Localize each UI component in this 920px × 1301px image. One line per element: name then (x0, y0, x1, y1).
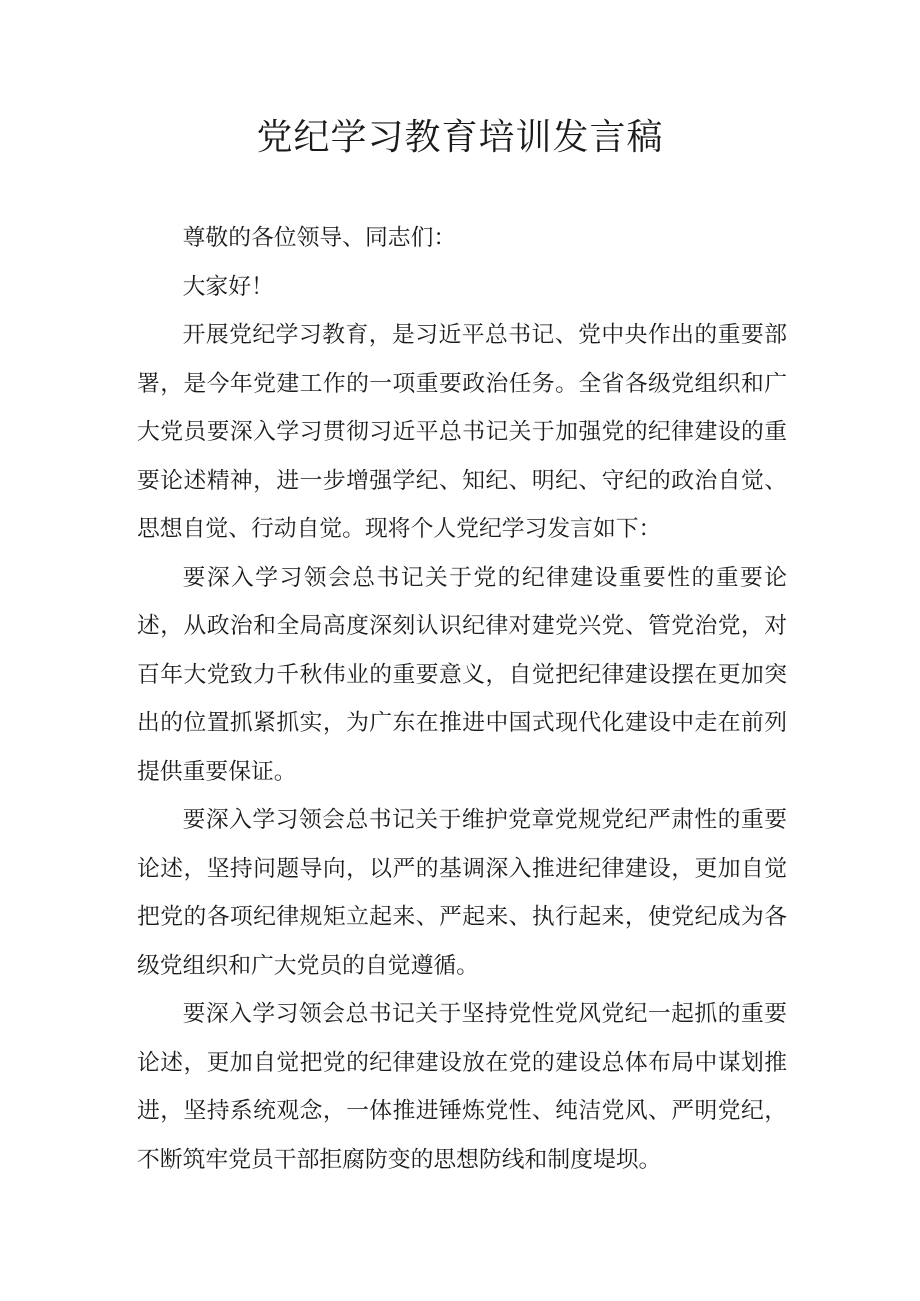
document-title: 党纪学习教育培训发言稿 (256, 117, 664, 158)
paragraph-point-1: 要深入学习领会总书记关于党的纪律建设重要性的重要论述，从政治和全局高度深刻认识纪律对建党兴党、管党治党，对百年大党致力千秋伟业的重要意义，自觉把纪律建设摆在更加突出的位置抓紧抓实，为广东在推进中国式现代化建设中走在前列提供重要保证。 (137, 564, 787, 785)
paragraph-point-3: 要深入学习领会总书记关于坚持党性党风党纪一起抓的重要论述，更加自觉把党的纪律建设放在党的建设总体布局中谋划推进，坚持系统观念，一体推进锤炼党性、纯洁党风、严明党纪，不断筑牢党员干部拒腐防变的思想防线和制度堤坝。 (137, 1001, 787, 1173)
paragraph-intro: 开展党纪学习教育，是习近平总书记、党中央作出的重要部署，是今年党建工作的一项重要政治任务。全省各级党组织和广大党员要深入学习贯彻习近平总书记关于加强党的纪律建设的重要论述精神，进一步增强学纪、知纪、明纪、守纪的政治自觉、思想自觉、行动自觉。现将个人党纪学习发言如下： (137, 322, 787, 542)
document-body (137, 214, 787, 1184)
greeting: 大家好！ (182, 273, 274, 300)
salutation: 尊敬的各位领导、同志们： (182, 225, 457, 251)
paragraph-point-2: 要深入学习领会总书记关于维护党章党规党纪严肃性的重要论述，坚持问题导向，以严的基调深入推进纪律建设，更加自觉把党的各项纪律规矩立起来、严起来、执行起来，使党纪成为各级党组织和广大党员的自觉遵循。 (137, 807, 787, 979)
